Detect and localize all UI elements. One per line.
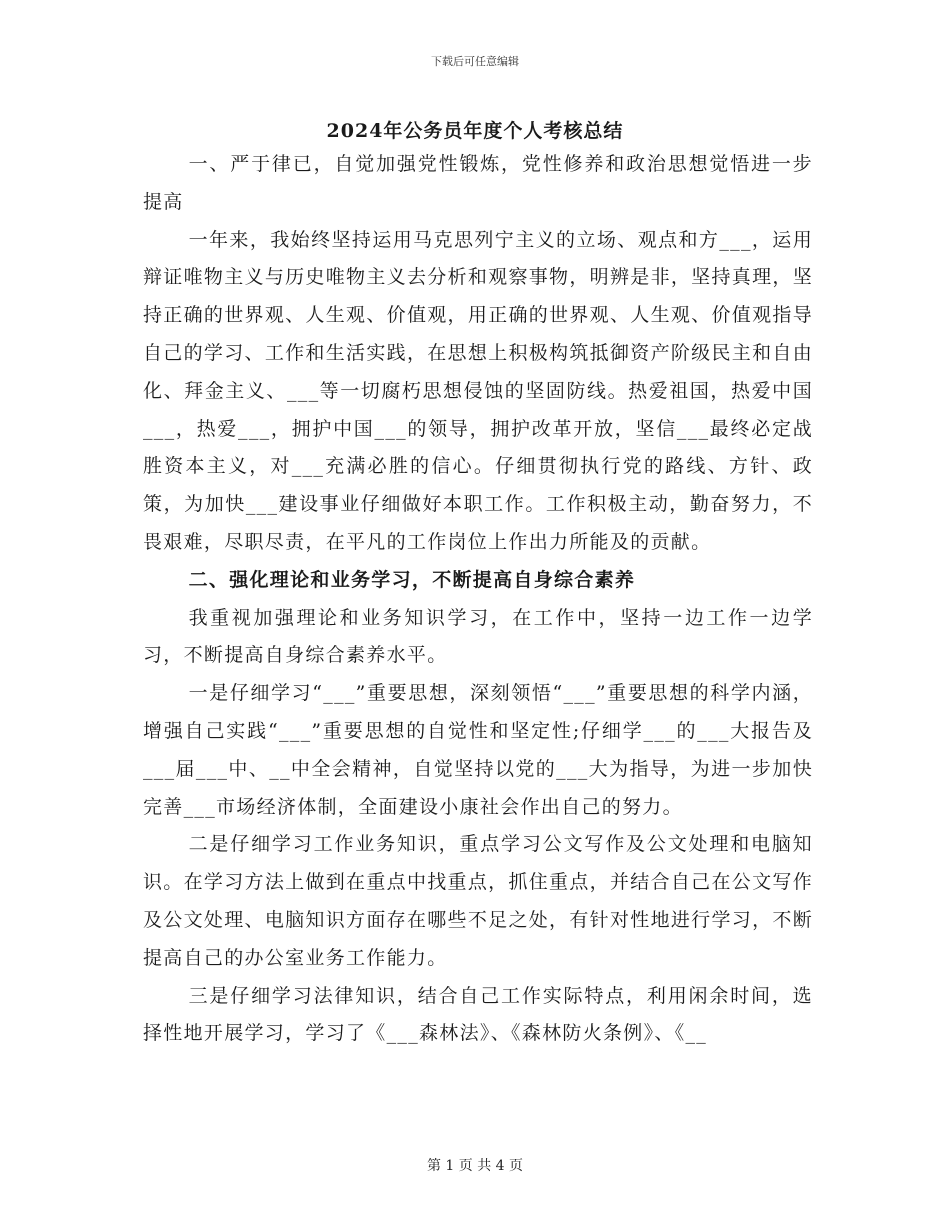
- document-body: [143, 146, 813, 1053]
- section-heading-2: 二、强化理论和业务学习，不断提高自身综合素养: [188, 568, 636, 591]
- section-heading-1: 一、严于律已，自觉加强党性锻炼，党性修养和政治思想觉悟进一步提高: [143, 153, 813, 213]
- page-title: 2024年公务员年度个人考核总结: [326, 120, 624, 142]
- body-paragraph: 一是仔细学习“___”重要思想，深刻领悟“___”重要思想的科学内涵，增强自己实践“___”重要思想的自觉性和坚定性;仔细学___的___大报告及___届___中、__中全会精神，自觉坚持以党的___大为指导，为进一步加快完善___市场经济体制，全面建设小康社会作出自己的努力。: [143, 682, 813, 818]
- body-paragraph: 一年来，我始终坚持运用马克思列宁主义的立场、观点和方___，运用辩证唯物主义与历史唯物主义去分析和观察事物，明辨是非，坚持真理，坚持正确的世界观、人生观、价值观，用正确的世界观、人生观、价值观指导自己的学习、工作和生活实践，在思想上积极构筑抵御资产阶级民主和自由化、拜金主义、___等一切腐朽思想侵蚀的坚固防线。热爱祖国，热爱中国___，热爱___，拥护中国___的领导，拥护改革开放，坚信___最终必定战胜资本主义，对___充满必胜的信心。仔细贯彻执行党的路线、方针、政策，为加快___建设事业仔细做好本职工作。工作积极主动，勤奋努力，不畏艰难，尽职尽责，在平凡的工作岗位上作出力所能及的贡献。: [143, 228, 813, 553]
- body-paragraph: 二是仔细学习工作业务知识，重点学习公文写作及公文处理和电脑知识。在学习方法上做到在重点中找重点，抓住重点，并结合自己在公文写作及公文处理、电脑知识方面存在哪些不足之处，有针对性地进行学习，不断提高自己的办公室业务工作能力。: [143, 833, 813, 969]
- body-paragraph: 我重视加强理论和业务知识学习，在工作中，坚持一边工作一边学习，不断提高自身综合素养水平。: [143, 606, 813, 667]
- header-note: 下载后可任意编辑: [431, 55, 519, 68]
- body-paragraph: 三是仔细学习法律知识，结合自己工作实际特点，利用闲余时间，选择性地开展学习，学习了《___森林法》、《森林防火条例》、《__: [143, 984, 813, 1045]
- page-number-footer: 第 1 页 共 4 页: [426, 1158, 524, 1174]
